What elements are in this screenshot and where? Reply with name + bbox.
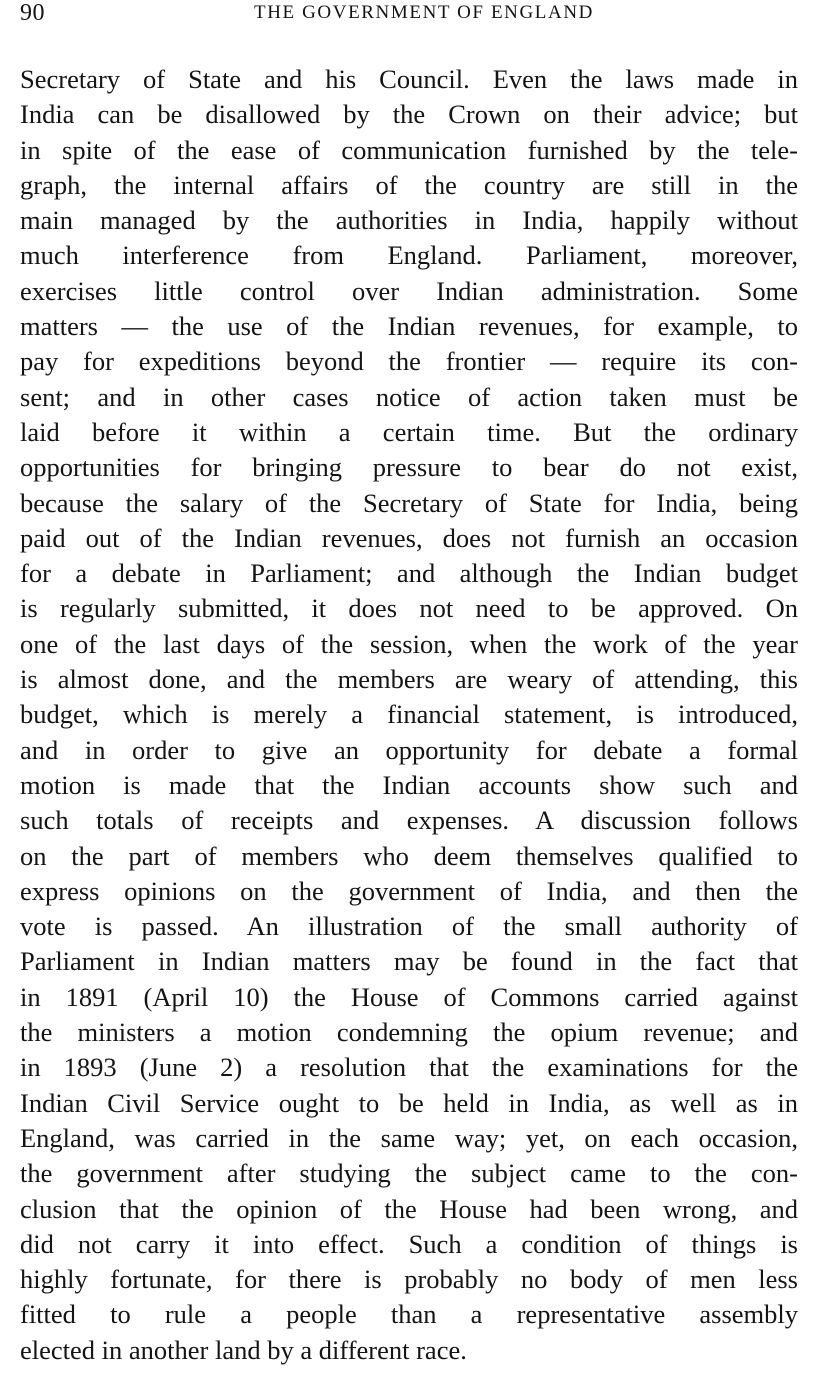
text-line: Parliament in Indian matters may be found in the fact that: [20, 946, 798, 977]
text-line: vote is passed. An illustration of the small authority of: [20, 911, 798, 942]
running-head: [20, 0, 798, 26]
text-line: graph, the internal affairs of the country are still in the: [20, 169, 798, 200]
text-line: matters — the use of the Indian revenues, for example, to: [20, 311, 798, 342]
running-title: THE GOVERNMENT OF ENGLAND: [254, 2, 594, 23]
text-line: sent; and in other cases notice of action taken must be: [20, 381, 798, 412]
text-line: for a debate in Parliament; and although the Indian budget: [20, 558, 798, 589]
text-line: pay for expeditions beyond the frontier — require its con-: [20, 346, 798, 377]
text-line: budget, which is merely a financial statement, is introduced,: [20, 699, 798, 730]
text-line: in 1893 (June 2) a resolution that the examinations for the: [20, 1052, 798, 1083]
text-line: laid before it within a certain time. But the ordinary: [20, 416, 798, 447]
text-line: clusion that the opinion of the House had been wrong, and: [20, 1193, 798, 1224]
text-line: one of the last days of the session, when the work of the year: [20, 628, 798, 659]
text-line: Indian Civil Service ought to be held in India, as well as in: [20, 1087, 798, 1118]
text-line: highly fortunate, for there is probably no body of men less: [20, 1264, 798, 1295]
text-line: because the salary of the Secretary of State for India, being: [20, 487, 798, 518]
text-line: the ministers a motion condemning the opium revenue; and: [20, 1017, 798, 1048]
text-line: England, was carried in the same way; yet, on each occasion,: [20, 1122, 798, 1153]
text-line: opportunities for bringing pressure to bear do not exist,: [20, 452, 798, 483]
text-line: such totals of receipts and expenses. A discussion follows: [20, 805, 798, 836]
text-line: paid out of the Indian revenues, does not furnish an occasion: [20, 522, 798, 553]
page-number: 90: [20, 0, 45, 26]
text-line: elected in another land by a different race.: [20, 1334, 467, 1365]
text-line: much interference from England. Parliament, moreover,: [20, 240, 798, 271]
text-line: did not carry it into effect. Such a condition of things is: [20, 1228, 798, 1259]
text-line: motion is made that the Indian accounts show such and: [20, 769, 798, 800]
text-line: fitted to rule a people than a representative assembly: [20, 1299, 798, 1330]
text-line: and in order to give an opportunity for debate a formal: [20, 734, 798, 765]
text-line: in spite of the ease of communication furnished by the tele-: [20, 134, 798, 165]
text-line: express opinions on the government of India, and then the: [20, 875, 798, 906]
text-line: in 1891 (April 10) the House of Commons carried against: [20, 981, 798, 1012]
text-line: on the part of members who deem themselves qualified to: [20, 840, 798, 871]
text-line: main managed by the authorities in India, happily without: [20, 205, 798, 236]
text-line: is regularly submitted, it does not need to be approved. On: [20, 593, 798, 624]
text-line: the government after studying the subject came to the con-: [20, 1158, 798, 1189]
text-line: is almost done, and the members are weary of attending, this: [20, 664, 798, 695]
text-line: India can be disallowed by the Crown on their advice; but: [20, 99, 798, 130]
text-line: exercises little control over Indian administration. Some: [20, 275, 798, 306]
body-paragraph: [20, 62, 798, 1368]
text-line: Secretary of State and his Council. Even the laws made in: [20, 64, 798, 94]
